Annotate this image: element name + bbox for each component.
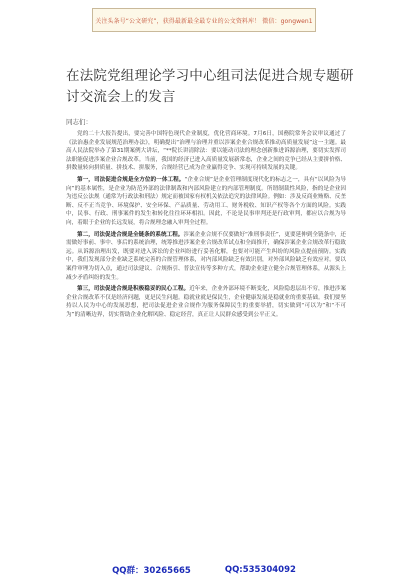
- paragraph-text: 近年来，企业外部环境不断变化，风险隐患层出不穷，推进涉案企业合规改革不仅是经济问题，更是民生问题。稳就业就是保民生，企业健康发展是稳就业的重要基础。我们要坚持以人民为中心的发展思想，把司法促进企业合规作为服务保障民生的重要举措，切实做到“可以为”和“不可为”的清晰边界，切实帮助企业化解风险、稳定经营，真正让人民群众感受到公平正义。: [66, 286, 346, 318]
- paragraph-3: [66, 231, 346, 283]
- paragraph-text: 党的二十大报告提出，要完善中国特色现代企业制度，优化营商环境。7月6日，国務院常务会议审议通过了《法治惠企业发展规范治理办法》，明确提出“治理与治理并重以涉案企业合规改革推动高质量发展”这一主题。最高人民法院举办了第31期案例大讲坛，“**院长讲清除法：要以能动司法的理念创新推进诉源治理，要切实发挥司法职能促进涉案企业合规改革。当前，我国的经济已进入高质量发展新常态，企业之间的竞争已经从主要拼价格、拼数量转向拼质量、拼技术、拼服务，合规经营已成为企业赢得竞争、实现可持续发展的关键。: [66, 131, 346, 172]
- banner-text: 关注头条号“公文研究”，获得最新最全最专业的公文资料库！ 微信：gongwen1: [95, 17, 313, 25]
- qq-group-label: QQ群：30265665: [112, 566, 191, 576]
- paragraph-4: [66, 285, 346, 319]
- paragraph-lead: 第三，司法促进合规是积极稳妥的民心工程。: [77, 286, 190, 293]
- paragraph-lead: 第二，司法促进合规是全链条的系统工程。: [77, 231, 184, 238]
- paragraph-2: [66, 176, 346, 228]
- paragraph-lead: 第一，司法促进合规是全方位的一体工程。: [77, 176, 185, 183]
- salutation: 同志们：: [66, 118, 92, 126]
- top-promo-banner: [92, 8, 316, 32]
- qq-contact-label: QQ:535304092: [224, 565, 296, 575]
- paragraph-text: “企业合规”是企业管理制度现代化的标志之一，具有“以风险为导向”的基本属性，是企业为防范外部的法律制裁和内部风险建立的内部管理制度。所谓制裁性风险，指的是企业因为违反公法规（通常为行政法和刑法）规定而被国家有权机关依法追究的法律风险。例如：涉及反商业贿赂、反垄断、反不正当竞争、环境保护、安全环保、产品质量、劳动用工、财务税收、知识产权等各个方面的风险。实践中，民事、行政、刑事案件的发生和转化往往环环相扣。因此，不论是民事审判还是行政审判，都应以合规为导向，着眼于企业的长远发展，将合规理念融入审判全过程。: [66, 176, 346, 226]
- document-body: [66, 130, 346, 550]
- contact-footer: [0, 560, 408, 580]
- paragraph-text: 涉案企业合规不仅要做好“准刑事责任”，更要延伸到全链条中，还需做好事前、事中、事后的系统治理，统筹推进涉案企业合规改革试点和全面推开，确保涉案企业合规改革行稳致远。从诉源治理出发，既要对进入诉讼的企业纠纷进行妥善化解，也要对可能产生纠纷的风险点提前预防。实践中，我们发现部分企业缺乏系统完善的合规管理体系，对内部风险缺乏有效识别，对外部风险缺乏有效应对。要以案件审理为切入点，通过司法建议、合规指引、普法宣传等多种方式，帮助企业建立健全合规管理体系，从源头上减少矛盾纠纷的发生。: [66, 231, 346, 281]
- document-title: 在法院党组理论学习中心组司法促进合规专题研讨交流会上的发言: [66, 68, 354, 105]
- paragraph-1: [66, 130, 346, 173]
